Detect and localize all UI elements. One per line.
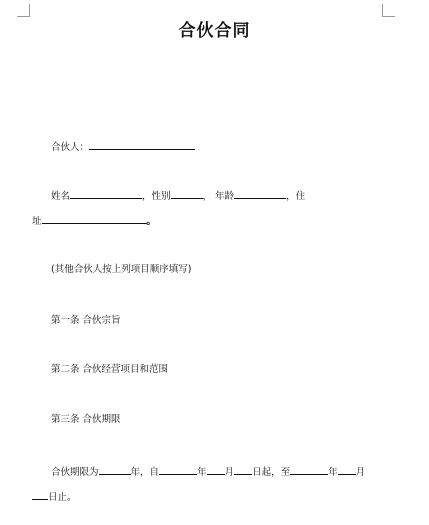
start-year-blank[interactable] (159, 464, 197, 475)
partner-blank[interactable] (89, 139, 195, 150)
article-2-heading: 第二条 合伙经营项目和范围 (51, 364, 169, 375)
term-year2-label: 年 (328, 467, 338, 478)
document-title: 合伙合同 (178, 21, 251, 41)
address-label-1: ，住 (286, 191, 306, 202)
address-line (32, 213, 156, 228)
term-day-start: 日起，至 (252, 467, 291, 478)
name-blank[interactable] (70, 188, 142, 199)
term-line-2 (32, 489, 77, 504)
age-blank[interactable] (234, 188, 286, 199)
address-end-mark: 。 (146, 216, 157, 227)
end-day-blank[interactable] (32, 489, 48, 500)
end-month-blank[interactable] (338, 464, 356, 475)
start-day-blank[interactable] (234, 464, 252, 475)
address-blank[interactable] (42, 213, 147, 224)
partner-label: 合伙人： (51, 142, 90, 153)
age-label: ， 年龄 (202, 191, 235, 202)
article-3-heading: 第三条 合伙期限 (51, 414, 121, 425)
gender-blank[interactable] (171, 188, 203, 199)
partner-line (51, 139, 195, 154)
article-1-heading: 第一条 合伙宗旨 (51, 315, 121, 326)
address-label-2: 址 (32, 216, 42, 227)
term-years-blank[interactable] (99, 464, 131, 475)
end-year-blank[interactable] (290, 464, 328, 475)
name-label: 姓名 (51, 191, 71, 202)
gender-label: ，性别 (142, 191, 171, 202)
personal-info-line (51, 188, 305, 203)
term-line (51, 464, 365, 479)
term-month2-label: 月 (355, 467, 366, 478)
term-month-label: 月 (224, 467, 235, 478)
term-year-from: 年，自 (130, 467, 160, 478)
term-year-label: 年 (197, 467, 207, 478)
term-prefix: 合伙期限为 (51, 467, 99, 478)
start-month-blank[interactable] (207, 464, 225, 475)
note-line: (其他合伙人按上列项目顺序填写) (51, 264, 192, 275)
term-end: 日止。 (48, 492, 77, 503)
